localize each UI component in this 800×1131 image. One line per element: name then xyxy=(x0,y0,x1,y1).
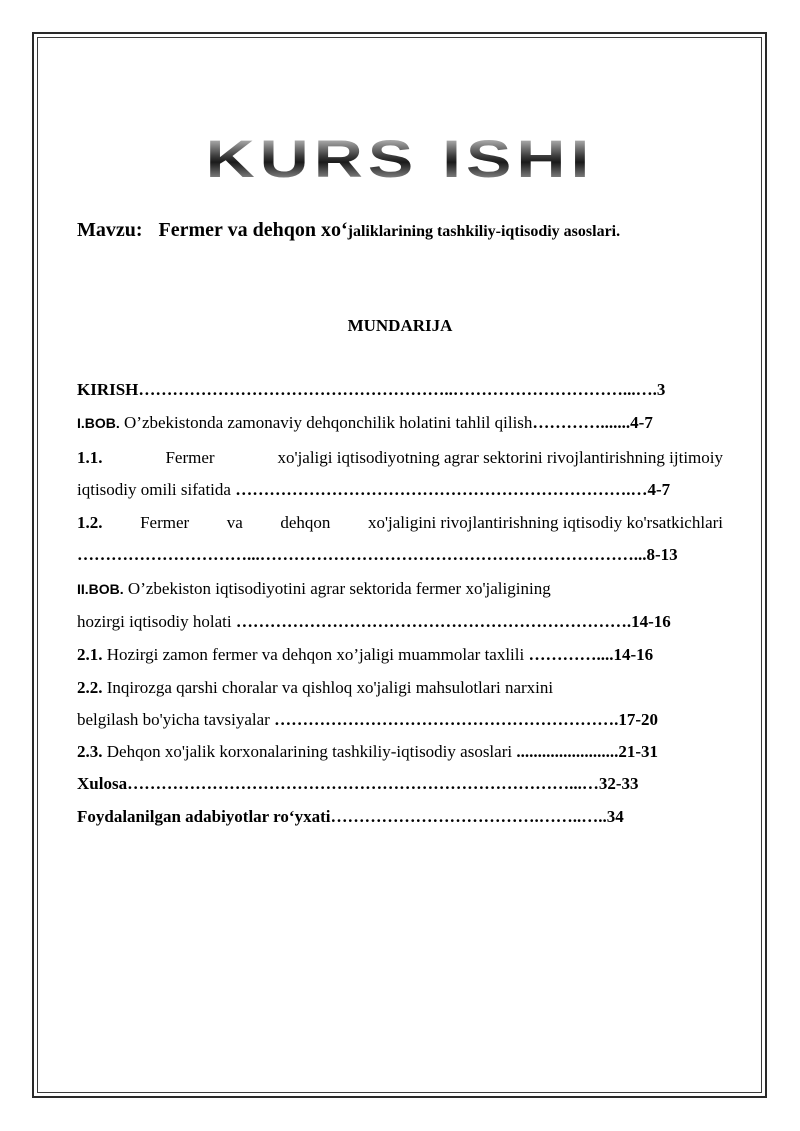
toc-dots: ……………………………………………………. xyxy=(274,710,619,729)
toc-entry-1-1-line2 xyxy=(77,480,723,500)
toc-page: 14-16 xyxy=(613,645,654,664)
toc-page: 17-20 xyxy=(618,710,659,729)
toc-dots: …………....... xyxy=(532,413,631,432)
toc-dots: …………………………………………………………….… xyxy=(235,480,648,499)
toc-page: 8-13 xyxy=(646,545,678,564)
topic-main: Fermer va dehqon xo‘ xyxy=(158,219,348,241)
toc-text: O’zbekiston iqtisodiyotini agrar sektorida fermer xo'jaligining xyxy=(123,579,551,598)
toc-num: II.BOB. xyxy=(77,581,124,597)
toc-dots: ………………………………………………..…………………………...…. xyxy=(138,380,657,399)
toc-text: hozirgi iqtisodiy holati xyxy=(77,612,236,631)
toc-entry-bob2-line2 xyxy=(77,612,723,632)
toc-entry-kirish xyxy=(77,380,723,400)
toc-word: va xyxy=(226,513,243,532)
toc-text: Hozirgi zamon fermer va dehqon xo’jaligi muammolar taxlili xyxy=(102,645,529,664)
toc-dots: …………………………...…………………………………………………………... xyxy=(77,545,647,564)
toc-entry-bob1 xyxy=(77,413,723,433)
toc-text: iqtisodiy omili sifatida xyxy=(77,480,236,499)
toc-word: Fermer xyxy=(165,448,215,467)
toc-dots: ……………………………………………………………. xyxy=(235,612,632,631)
topic-label: Mavzu: xyxy=(77,219,143,241)
toc-num: 2.2. xyxy=(77,678,103,697)
toc-num: I.BOB. xyxy=(77,415,120,431)
toc-entry-xulosa xyxy=(77,774,723,794)
toc-page: 34 xyxy=(606,807,624,826)
toc-page: 4-7 xyxy=(630,413,653,432)
toc-page: 3 xyxy=(656,380,666,399)
toc-text: belgilash bo'yicha tavsiyalar xyxy=(77,710,275,729)
toc-entry-2-2-line1 xyxy=(77,678,723,698)
toc-text: Inqirozga qarshi choralar va qishloq xo'jaligi mahsulotlari narxini xyxy=(102,678,554,697)
toc-num: 1.1. xyxy=(77,448,103,467)
toc-num: 2.1. xyxy=(77,645,103,664)
toc-page: 21-31 xyxy=(618,742,659,761)
toc-entry-1-2-line2 xyxy=(77,545,723,565)
toc-label: KIRISH xyxy=(77,380,139,399)
toc-num: 1.2. xyxy=(77,513,103,532)
toc-text: O’zbekistonda zamonaviy dehqonchilik holatini tahlil qilish xyxy=(119,413,533,432)
topic-line xyxy=(77,219,620,242)
toc-entry-1-1-line1 xyxy=(77,448,723,468)
toc-entry-2-2-line2 xyxy=(77,710,723,730)
page-border-inner xyxy=(37,37,762,1093)
toc-entry-1-2-line1 xyxy=(77,513,723,533)
toc-entry-2-3 xyxy=(77,742,723,762)
toc-dots: ……………………………….……..….. xyxy=(330,807,607,826)
toc-dots: ........................ xyxy=(516,742,619,761)
toc-heading: MUNDARIJA xyxy=(347,316,453,335)
toc-text: Dehqon xo'jalik korxonalarining tashkiliy-iqtisodiy asoslari xyxy=(102,742,517,761)
toc-page: 32-33 xyxy=(598,774,639,793)
toc-label: Foydalanilgan adabiyotlar ro‘yxati xyxy=(77,807,331,826)
toc-page: 4-7 xyxy=(647,480,671,499)
topic-rest: jaliklarining tashkiliy-iqtisodiy asoslari. xyxy=(347,223,621,240)
toc-word: xo'jaligi iqtisodiyotning agrar sektorini rivojlantirishning ijtimoiy xyxy=(277,448,723,467)
toc-page: 14-16 xyxy=(631,612,671,631)
toc-entry-bob2-line1 xyxy=(77,579,723,599)
toc-entry-adabiyotlar xyxy=(77,807,723,827)
toc-label: Xulosa xyxy=(77,774,128,793)
toc-word: Fermer xyxy=(140,513,190,532)
toc-word: dehqon xyxy=(280,513,331,532)
toc-word: xo'jaligini rivojlantirishning iqtisodiy ko'rsatkichlari xyxy=(367,513,723,532)
toc-entry-2-1 xyxy=(77,645,723,665)
toc-dots: ……………………………………………………………………...… xyxy=(127,774,599,793)
document-title: KURS ISHI xyxy=(0,128,800,190)
toc-dots: ………….... xyxy=(528,645,614,664)
toc-num: 2.3. xyxy=(77,742,103,761)
